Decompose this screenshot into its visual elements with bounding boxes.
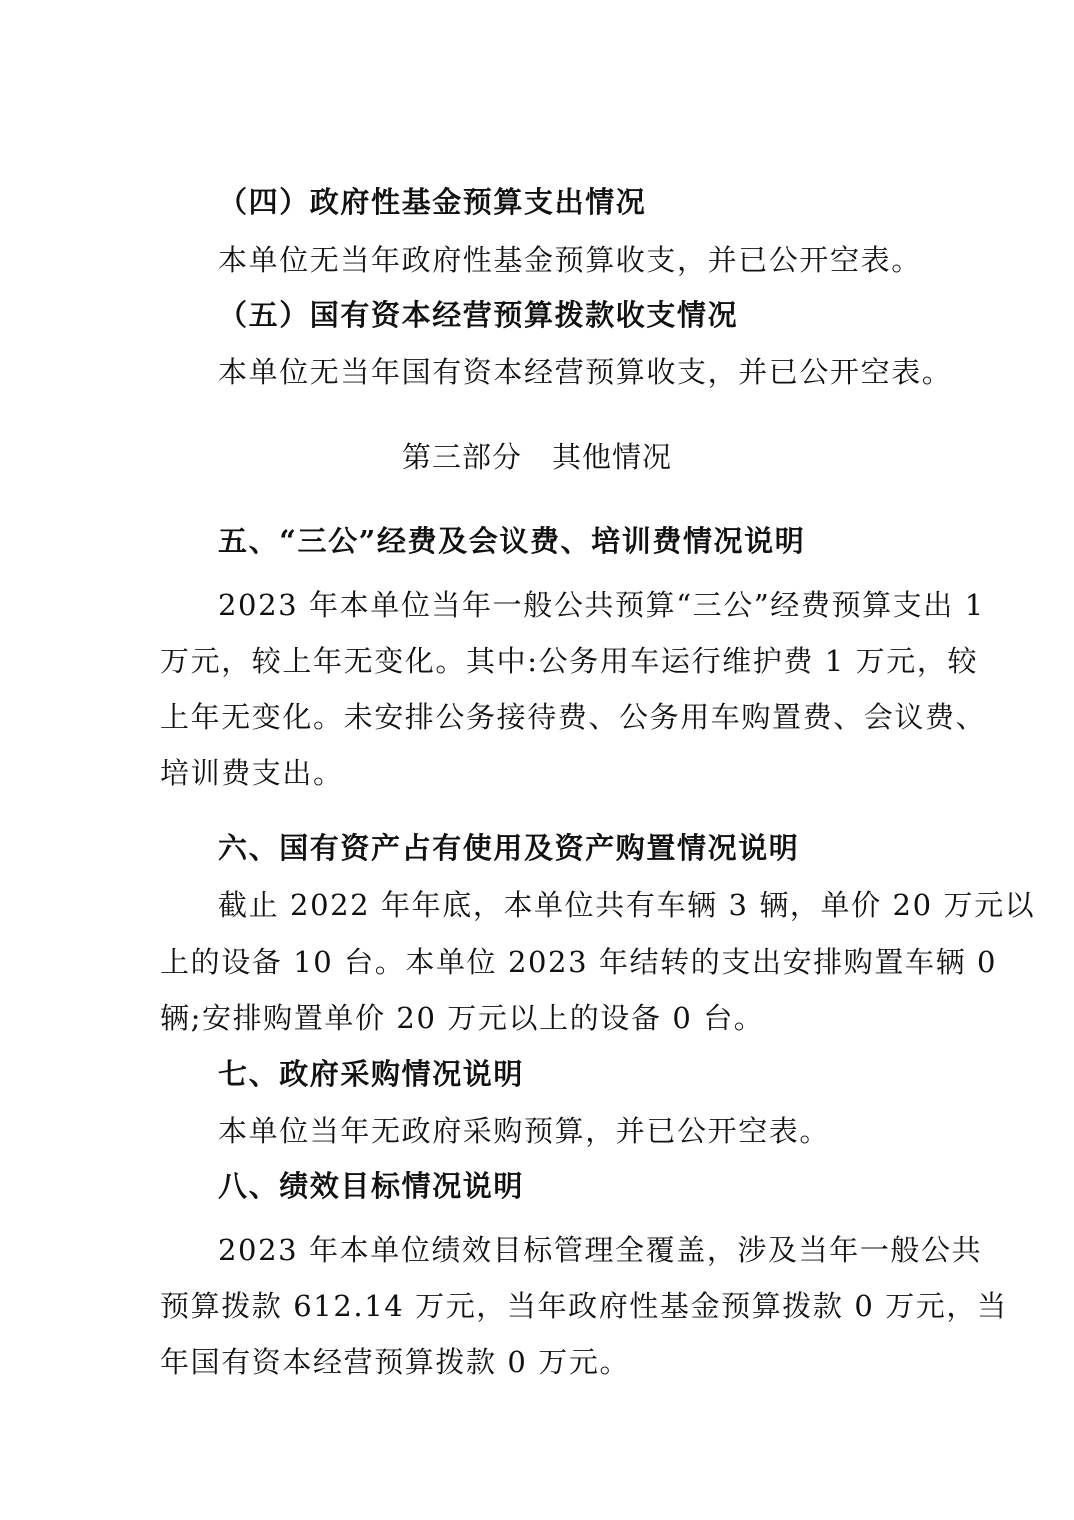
item-5-line-4: 培训费支出。 xyxy=(160,756,344,790)
item-8-line-3: 年国有资本经营预算拨款 0 万元。 xyxy=(160,1345,631,1379)
item-8-heading: 八、绩效目标情况说明 xyxy=(218,1169,525,1203)
item-6-line-1: 截止 2022 年年底，本单位共有车辆 3 辆，单价 20 万元以 xyxy=(218,888,1036,922)
item-6-heading: 六、国有资产占有使用及资产购置情况说明 xyxy=(218,831,800,865)
section-4-heading: （四）政府性基金预算支出情况 xyxy=(218,185,647,219)
item-5-line-3: 上年无变化。未安排公务接待费、公务用车购置费、会议费、 xyxy=(160,700,987,734)
item-7-heading: 七、政府采购情况说明 xyxy=(218,1057,525,1091)
section-4-body: 本单位无当年政府性基金预算收支，并已公开空表。 xyxy=(218,243,922,277)
section-5-body: 本单位无当年国有资本经营预算收支，并已公开空表。 xyxy=(218,355,953,389)
part-3-title: 第三部分 其他情况 xyxy=(401,440,672,474)
item-8-line-2: 预算拨款 612.14 万元，当年政府性基金预算拨款 0 万元，当 xyxy=(160,1289,1008,1323)
item-8-line-1: 2023 年本单位绩效目标管理全覆盖，涉及当年一般公共 xyxy=(218,1233,983,1267)
item-5-heading: 五、“三公”经费及会议费、培训费情况说明 xyxy=(218,524,806,558)
item-5-line-1: 2023 年本单位当年一般公共预算“三公”经费预算支出 1 xyxy=(218,588,985,622)
item-7-body: 本单位当年无政府采购预算，并已公开空表。 xyxy=(218,1114,831,1148)
item-6-line-2: 上的设备 10 台。本单位 2023 年结转的支出安排购置车辆 0 xyxy=(160,945,998,979)
item-5-line-2: 万元，较上年无变化。其中:公务用车运行维护费 1 万元，较 xyxy=(160,644,979,678)
section-5-heading: （五）国有资本经营预算拨款收支情况 xyxy=(218,298,739,332)
item-6-line-3: 辆;安排购置单价 20 万元以上的设备 0 台。 xyxy=(160,1001,765,1035)
